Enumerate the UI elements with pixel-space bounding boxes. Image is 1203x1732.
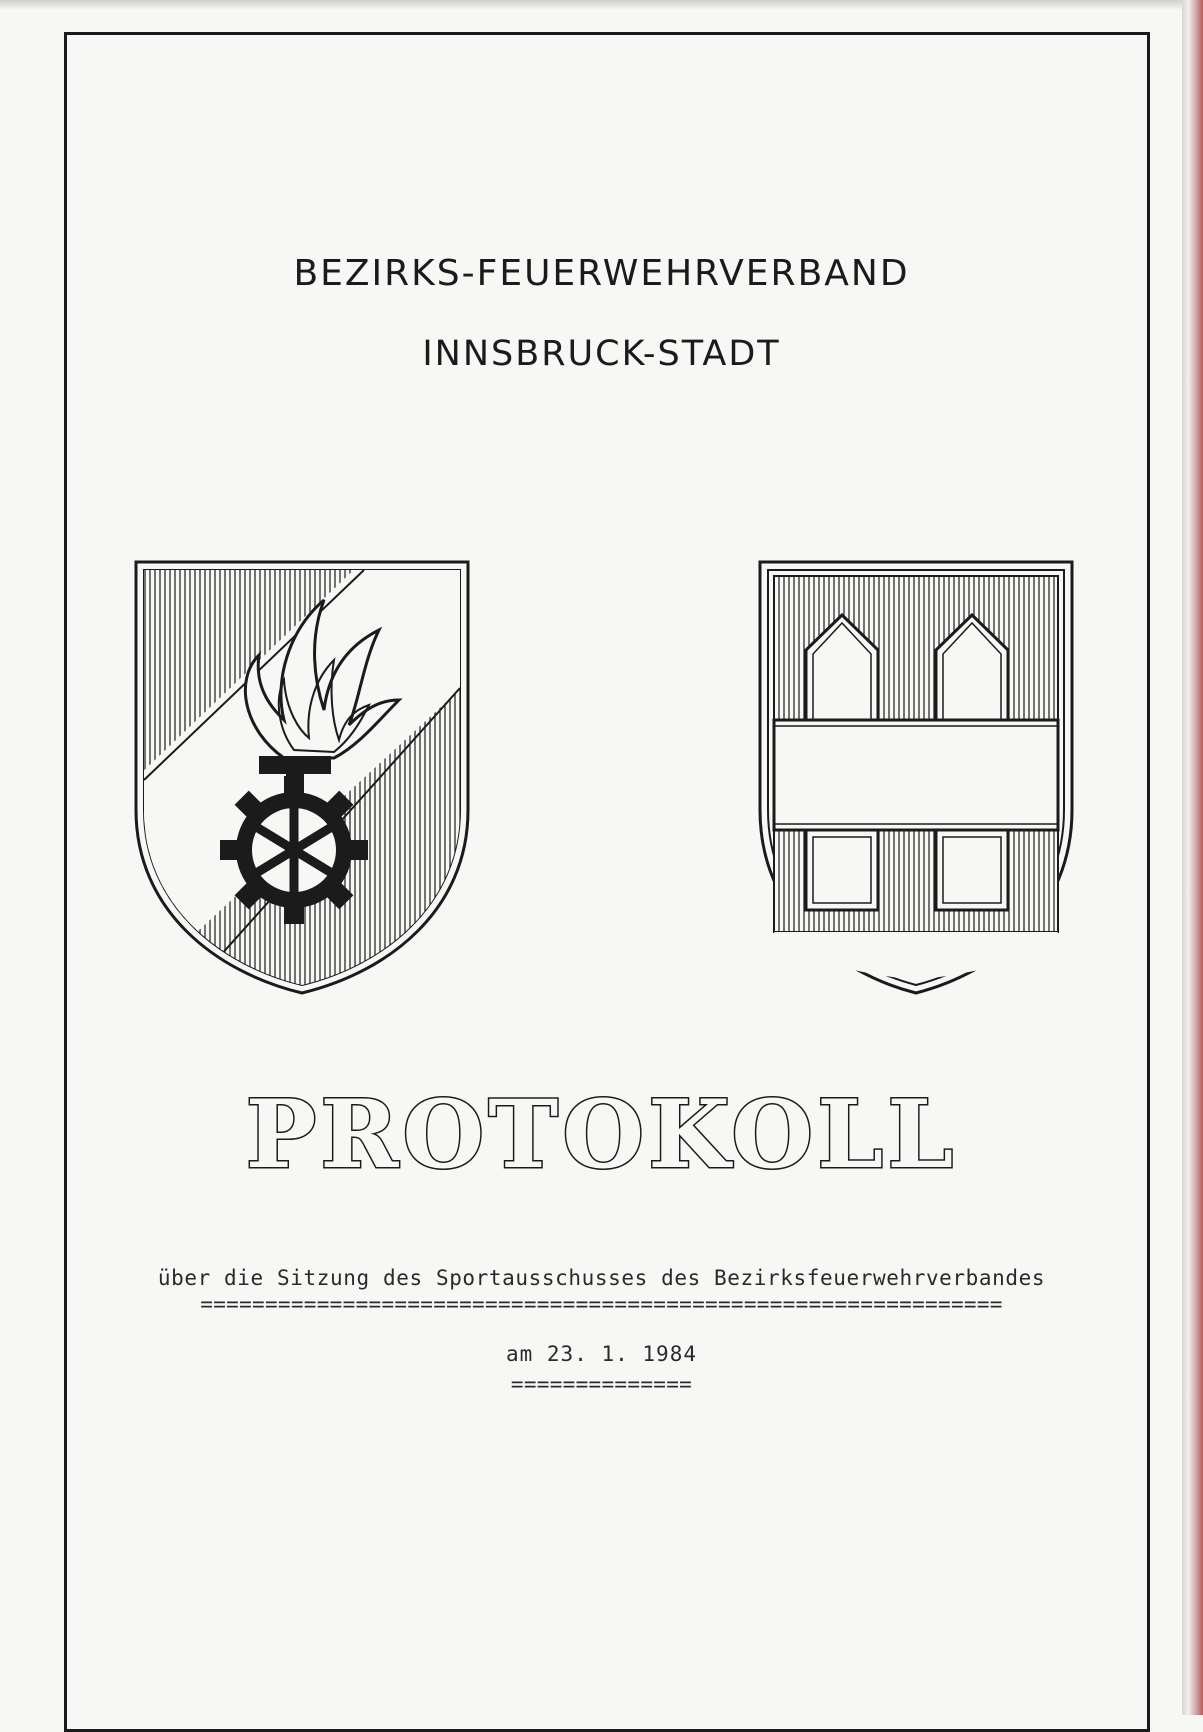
meeting-date: am 23. 1. 1984 bbox=[505, 1342, 697, 1366]
page-edge-top bbox=[0, 0, 1203, 10]
subtitle-underline: ============================================================== bbox=[200, 1292, 1003, 1316]
gear-icon bbox=[220, 776, 368, 924]
organization-name: BEZIRKS-FEUERWEHRVERBAND bbox=[293, 253, 910, 294]
innsbruck-city-shield-emblem bbox=[758, 560, 1074, 995]
fire-brigade-shield-emblem bbox=[134, 560, 470, 995]
document-title bbox=[0, 1080, 1203, 1190]
organization-city: INNSBRUCK-STADT bbox=[422, 334, 781, 374]
document-title-text: PROTOKOLL bbox=[245, 1080, 958, 1190]
meeting-subtitle: über die Sitzung des Sportausschusses des Bezirksfeuerwehrverbandes bbox=[157, 1266, 1046, 1290]
date-underline: ============== bbox=[510, 1372, 693, 1396]
